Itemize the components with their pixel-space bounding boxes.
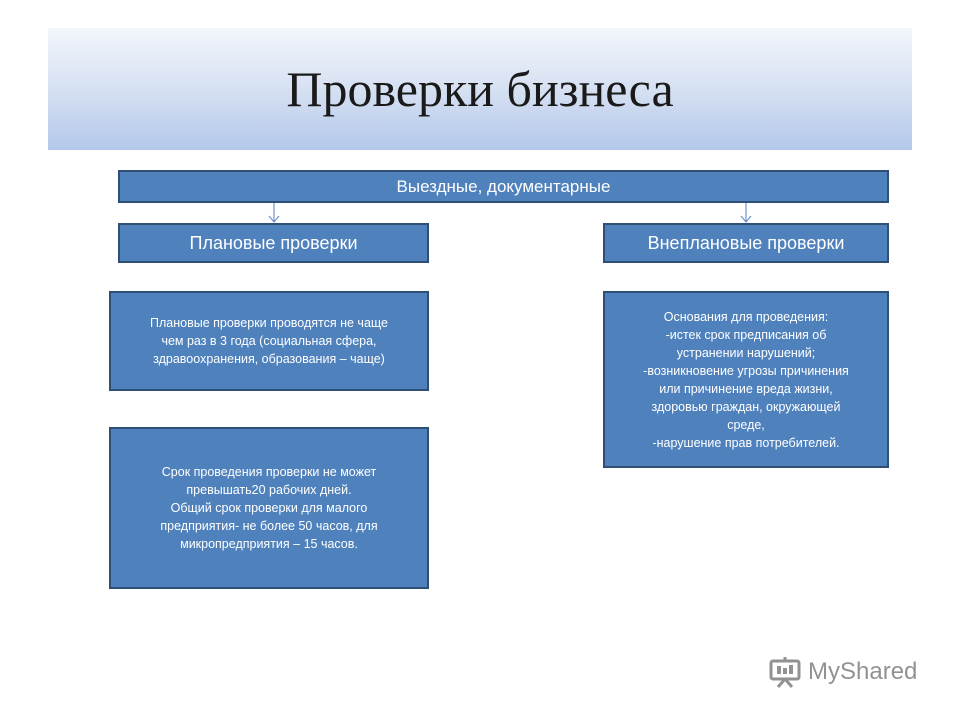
planned-frequency-box: Плановые проверки проводятся не чаще чем раз в 3 года (социальная сфера, здравоохранения, образования – чаще) bbox=[109, 291, 429, 391]
watermark bbox=[768, 656, 917, 688]
watermark-text: MyShared bbox=[808, 658, 918, 685]
arrow-to-planned-icon bbox=[267, 203, 281, 224]
top-node: Выездные, документарные bbox=[118, 170, 889, 203]
planned-header: Плановые проверки bbox=[118, 223, 429, 263]
unplanned-header: Внеплановые проверки bbox=[603, 223, 889, 263]
planned-duration-box: Срок проведения проверки не может превышать20 рабочих дней. Общий срок проверки для малого предприятия- не более 50 часов, для микропредприятия – 15 часов. bbox=[109, 427, 429, 589]
unplanned-grounds-box: Основания для проведения: -истек срок предписания об устранении нарушений; -возникновение угрозы причинения или причинение вреда жизни, здоровью граждан, окружающей среде, -нарушение прав потребителей. bbox=[603, 291, 889, 468]
presentation-board-icon bbox=[768, 656, 802, 688]
slide-title: Проверки бизнеса bbox=[286, 61, 674, 117]
arrow-to-unplanned-icon bbox=[739, 203, 753, 224]
